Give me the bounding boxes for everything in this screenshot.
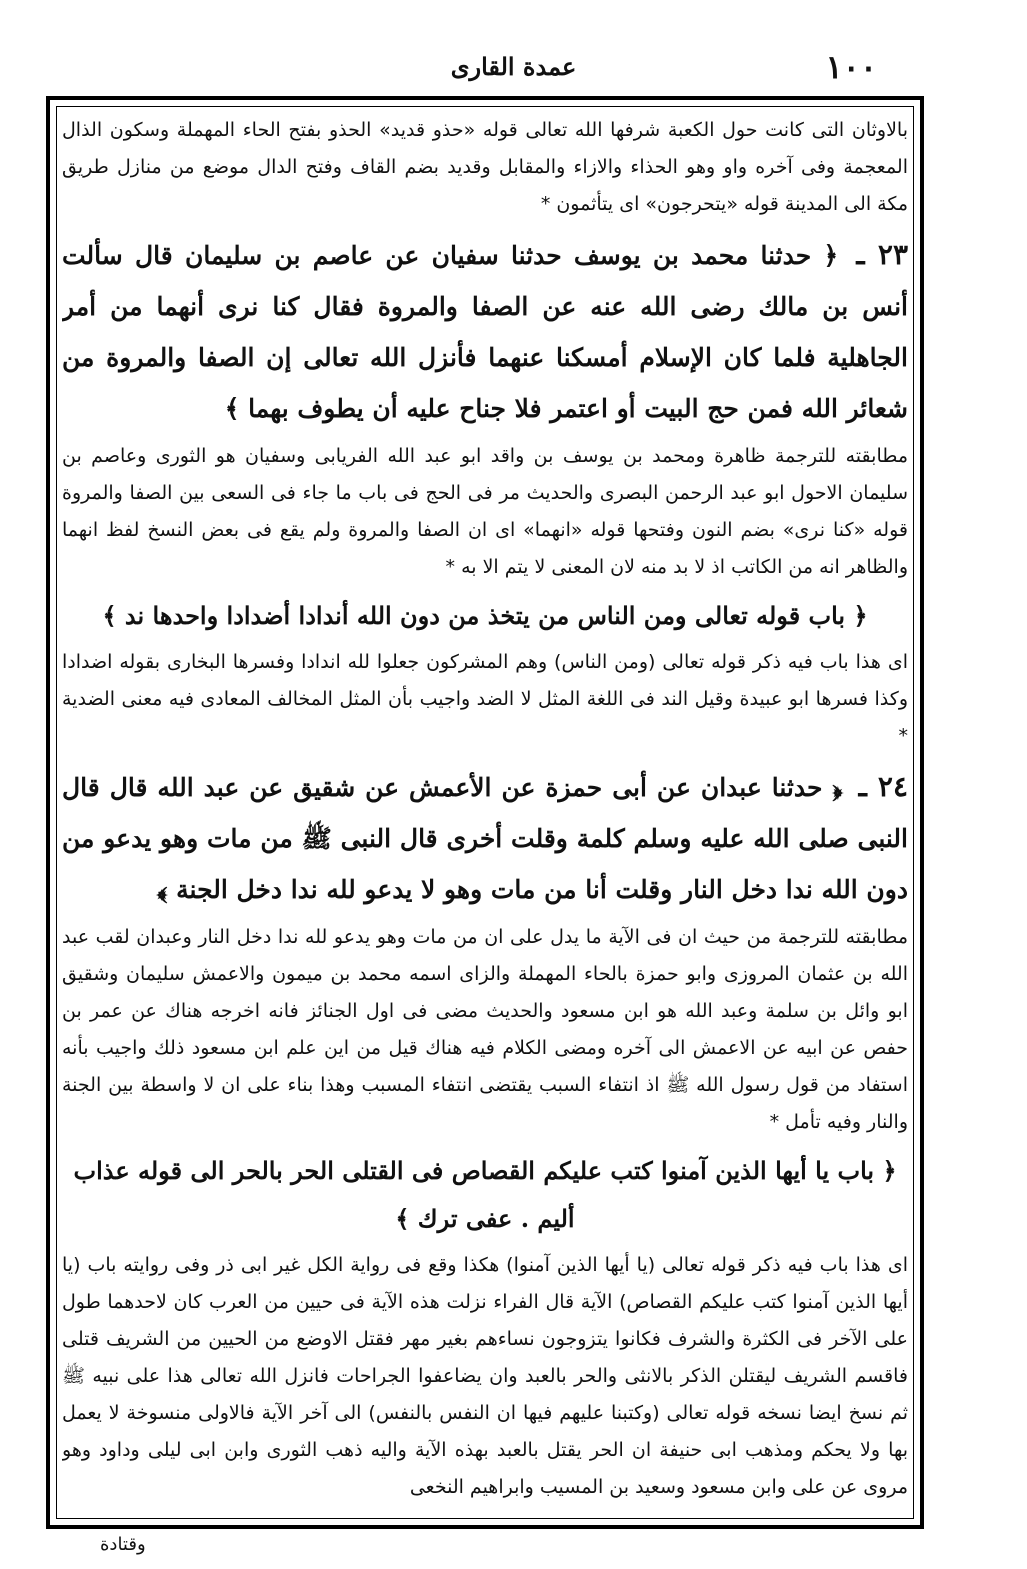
- hadith-number: ٢٤ ـ: [858, 770, 908, 803]
- running-title: عمدة القارى: [450, 52, 577, 81]
- catchword: وقتادة: [100, 1534, 146, 1555]
- page-body: [62, 112, 908, 1512]
- hadith-text: ﴿ حدثنا عبدان عن أبى حمزة عن الأعمش عن شقيق عن عبد الله قال قال النبى صلى الله عليه وسلم كلمة وقلت أخرى قال النبى ﷺ من مات وهو يدعو من دون الله ندا دخل النار وقلت أنا من مات وهو لا يدعو لله ندا دخل الجنة ﴾: [62, 773, 908, 904]
- page-number: ١٠٠: [825, 48, 877, 86]
- commentary-paragraph: بالاوثان التى كانت حول الكعبة شرفها الله تعالى قوله «حذو قديد» الحذو بفتح الحاء المهملة وسكون الذال المعجمة وفى آخره واو وهو الحذاء والازاء والمقابل وقديد بضم القاف وفتح الدال موضع من منازل طريق مكة الى المدينة قوله «يتحرجون» اى يتأثمون *: [62, 119, 908, 215]
- page-header: [0, 48, 1027, 94]
- commentary-paragraph: مطابقته للترجمة ظاهرة ومحمد بن يوسف بن واقد ابو عبد الله الفريابى وسفيان هو الثورى وعاصم بن سليمان الاحول ابو عبد الرحمن البصرى والحديث مر فى الحج فى باب ما جاء فى السعى بين الصفا والمروة قوله «كنا نرى» بضم النون وفتحها قوله «انهما» اى ان الصفا والمروة ولم يقع فى بعض النسخ لفظ انهما والظاهر انه من الكاتب اذ لا بد منه لان المعنى لا يتم الا به *: [62, 445, 908, 578]
- hadith-23: [62, 229, 908, 434]
- chapter-heading: ﴿ باب قوله تعالى ومن الناس من يتخذ من دون الله أندادا أضدادا واحدها ند ﴾: [102, 601, 868, 630]
- chapter-heading: ﴿ باب يا أيها الذين آمنوا كتب عليكم القصاص فى القتلى الحر بالحر الى قوله عذاب أليم . عفى ترك ﴾: [73, 1156, 897, 1233]
- commentary-paragraph: اى هذا باب فيه ذكر قوله تعالى (ومن الناس) وهم المشركون جعلوا لله اندادا وفسرها البخارى بقوله اضدادا وكذا فسرها ابو عبيدة وقيل الند فى اللغة المثل لا الضد واجيب بأن المثل المخالف المعادى فيه معنى الضدية *: [62, 651, 908, 747]
- hadith-number: ٢٣ ـ: [856, 238, 908, 271]
- hadith-text: ﴿ حدثنا محمد بن يوسف حدثنا سفيان عن عاصم بن سليمان قال سألت أنس بن مالك رضى الله عنه عن الصفا والمروة فقال كنا نرى أنهما من أمر الجاهلية فلما كان الإسلام أمسكنا عنهما فأنزل الله تعالى إن الصفا والمروة من شعائر الله فمن حج البيت أو اعتمر فلا جناح عليه أن يطوف بهما ﴾: [62, 241, 908, 423]
- commentary-paragraph: مطابقته للترجمة من حيث ان فى الآية ما يدل على ان من مات وهو يدعو لله ندا دخل النار وعبدان لقب عبد الله بن عثمان المروزى وابو حمزة بالحاء المهملة والزاى اسمه محمد بن ميمون والاعمش سليمان وشقيق ابو وائل بن سلمة وعبد الله هو ابن مسعود والحديث مضى فى اول الجنائز فانه اخرجه هناك عن عمر بن حفص عن ابيه عن الاعمش الى آخره ومضى الكلام فيه هناك قيل من اين علم ابن مسعود ذلك واجيب بأنه استفاد من قول رسول الله ﷺ اذ انتفاء السبب يقتضى انتفاء المسبب وهذا بناء على ان لا واسطة بين الجنة والنار وفيه تأمل *: [62, 926, 908, 1133]
- hadith-24: [62, 761, 908, 915]
- commentary-paragraph: اى هذا باب فيه ذكر قوله تعالى (يا أيها الذين آمنوا) هكذا وقع فى رواية الكل غير ابى ذر وفى روايته باب (يا أيها الذين آمنوا كتب عليكم القصاص) الآية قال الفراء نزلت هذه الآية فى حيين من العرب كان لاحدهما طول على الآخر فى الكثرة والشرف فكانوا يتزوجون نساءهم بغير مهر فقتل الاوضع من الحيين من الشريف قتلى فاقسم الشريف ليقتلن الذكر بالانثى والحر بالعبد وان يضاعفوا الجراحات فانزل الله تعالى هذا على نبيه ﷺ ثم نسخ ايضا نسخه قوله تعالى (وكتبنا عليهم فيها ان النفس بالنفس) الى آخر الآية فالاولى منسوخة لا يعمل بها ولا يحكم ومذهب ابى حنيفة ان الحر يقتل بالعبد بهذه الآية واليه ذهب الثورى وابن ابى ليلى وداود وهو مروى عن على وابن مسعود وسعيد بن المسيب وابراهيم النخعى: [62, 1254, 908, 1498]
